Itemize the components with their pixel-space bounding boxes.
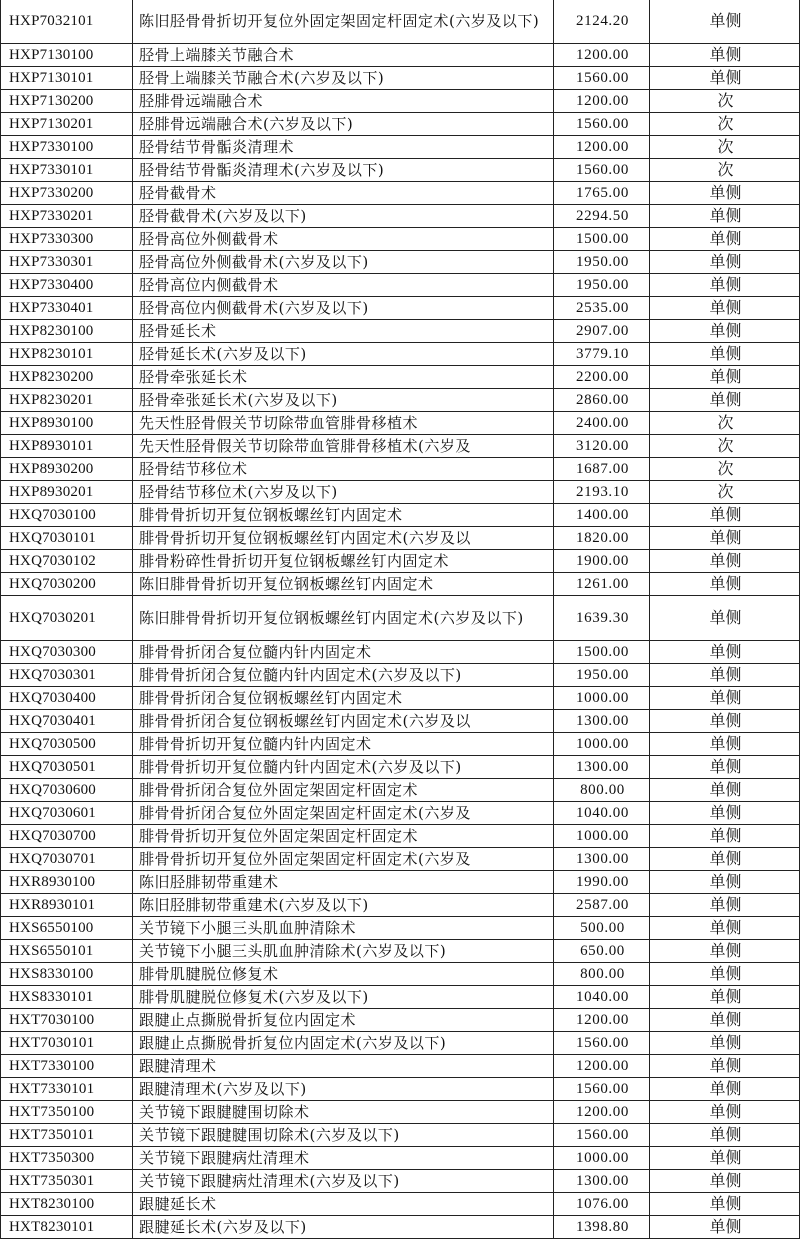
item-name-cell: 腓骨骨折闭合复位外固定架固定杆固定术: [133, 779, 554, 802]
item-unit-cell: 单侧: [650, 1078, 800, 1101]
item-code-cell: HXP8930100: [1, 412, 133, 435]
item-unit-cell: 单侧: [650, 1032, 800, 1055]
table-row: [1, 917, 800, 940]
item-price-cell: 2294.50: [554, 205, 650, 228]
item-price-cell: 1200.00: [554, 1055, 650, 1078]
item-unit-cell: 单侧: [650, 44, 800, 67]
item-name-cell: 跟腱清理术: [133, 1055, 554, 1078]
item-code-cell: HXQ7030300: [1, 641, 133, 664]
item-name-cell: 胫骨上端膝关节融合术: [133, 44, 554, 67]
table-row: [1, 412, 800, 435]
table-row: [1, 779, 800, 802]
item-price-cell: 2535.00: [554, 297, 650, 320]
table-row: [1, 1170, 800, 1193]
table-row: [1, 435, 800, 458]
item-name-cell: 关节镜下跟腱病灶清理术: [133, 1147, 554, 1170]
item-unit-cell: 次: [650, 458, 800, 481]
item-name-cell: 胫骨高位外侧截骨术: [133, 228, 554, 251]
item-name-cell: 腓骨骨折闭合复位髓内针内固定术: [133, 641, 554, 664]
table-row: [1, 44, 800, 67]
item-unit-cell: 单侧: [650, 274, 800, 297]
item-unit-cell: 次: [650, 113, 800, 136]
item-code-cell: HXP7130201: [1, 113, 133, 136]
item-price-cell: 1040.00: [554, 986, 650, 1009]
item-name-cell: 腓骨骨折切开复位钢板螺丝钉内固定术(六岁及以: [133, 527, 554, 550]
item-name-cell: 胫骨结节移位术: [133, 458, 554, 481]
table-row: [1, 320, 800, 343]
item-price-cell: 1560.00: [554, 1078, 650, 1101]
item-unit-cell: 单侧: [650, 251, 800, 274]
table-body: [1, 0, 800, 1239]
item-price-cell: 1000.00: [554, 733, 650, 756]
item-name-cell: 跟腱止点撕脱骨折复位内固定术(六岁及以下): [133, 1032, 554, 1055]
table-row: [1, 664, 800, 687]
item-name-cell: 陈旧胫骨骨折切开复位外固定架固定杆固定术(六岁及以下): [133, 0, 554, 44]
item-code-cell: HXP7330401: [1, 297, 133, 320]
item-name-cell: 腓骨骨折闭合复位钢板螺丝钉内固定术: [133, 687, 554, 710]
item-code-cell: HXT7350101: [1, 1124, 133, 1147]
item-code-cell: HXQ7030600: [1, 779, 133, 802]
item-unit-cell: 单侧: [650, 871, 800, 894]
item-unit-cell: 单侧: [650, 366, 800, 389]
item-name-cell: 跟腱清理术(六岁及以下): [133, 1078, 554, 1101]
item-code-cell: HXS6550101: [1, 940, 133, 963]
table-row: [1, 67, 800, 90]
item-unit-cell: 单侧: [650, 687, 800, 710]
table-row: [1, 366, 800, 389]
table-row: [1, 481, 800, 504]
item-name-cell: 陈旧腓骨骨折切开复位钢板螺丝钉内固定术: [133, 573, 554, 596]
table-row: [1, 458, 800, 481]
item-code-cell: HXP7130101: [1, 67, 133, 90]
table-row: [1, 389, 800, 412]
item-price-cell: 2193.10: [554, 481, 650, 504]
item-unit-cell: 单侧: [650, 963, 800, 986]
item-code-cell: HXQ7030101: [1, 527, 133, 550]
item-price-cell: 1560.00: [554, 1124, 650, 1147]
item-price-cell: 1900.00: [554, 550, 650, 573]
item-name-cell: 胫骨结节骨骺炎清理术: [133, 136, 554, 159]
table-row: [1, 1193, 800, 1216]
item-code-cell: HXQ7030401: [1, 710, 133, 733]
item-price-cell: 1300.00: [554, 1170, 650, 1193]
item-name-cell: 腓骨骨折切开复位钢板螺丝钉内固定术: [133, 504, 554, 527]
item-code-cell: HXP8930101: [1, 435, 133, 458]
item-price-cell: 2587.00: [554, 894, 650, 917]
item-code-cell: HXQ7030200: [1, 573, 133, 596]
table-row: [1, 1101, 800, 1124]
item-unit-cell: 单侧: [650, 802, 800, 825]
item-name-cell: 胫骨截骨术(六岁及以下): [133, 205, 554, 228]
item-code-cell: HXQ7030601: [1, 802, 133, 825]
item-price-cell: 1200.00: [554, 44, 650, 67]
table-row: [1, 756, 800, 779]
item-code-cell: HXQ7030701: [1, 848, 133, 871]
item-unit-cell: 单侧: [650, 504, 800, 527]
item-code-cell: HXP7330200: [1, 182, 133, 205]
table-row: [1, 710, 800, 733]
item-code-cell: HXT7330100: [1, 1055, 133, 1078]
item-price-cell: 3120.00: [554, 435, 650, 458]
item-unit-cell: 单侧: [650, 1009, 800, 1032]
item-code-cell: HXT8230101: [1, 1216, 133, 1239]
item-name-cell: 腓骨骨折切开复位髓内针内固定术(六岁及以下): [133, 756, 554, 779]
item-unit-cell: 单侧: [650, 0, 800, 44]
item-code-cell: HXQ7030400: [1, 687, 133, 710]
item-name-cell: 胫骨牵张延长术: [133, 366, 554, 389]
table-row: [1, 894, 800, 917]
item-price-cell: 800.00: [554, 779, 650, 802]
item-price-cell: 1500.00: [554, 641, 650, 664]
table-row: [1, 1009, 800, 1032]
item-code-cell: HXP8930200: [1, 458, 133, 481]
item-unit-cell: 单侧: [650, 1216, 800, 1239]
item-unit-cell: 单侧: [650, 917, 800, 940]
item-price-cell: 500.00: [554, 917, 650, 940]
item-unit-cell: 单侧: [650, 182, 800, 205]
item-unit-cell: 单侧: [650, 710, 800, 733]
item-name-cell: 陈旧胫腓韧带重建术: [133, 871, 554, 894]
item-name-cell: 陈旧腓骨骨折切开复位钢板螺丝钉内固定术(六岁及以下): [133, 596, 554, 641]
item-code-cell: HXQ7030700: [1, 825, 133, 848]
item-name-cell: 胫骨延长术: [133, 320, 554, 343]
item-name-cell: 先天性胫骨假关节切除带血管腓骨移植术: [133, 412, 554, 435]
item-price-cell: 1400.00: [554, 504, 650, 527]
item-unit-cell: 次: [650, 481, 800, 504]
item-unit-cell: 单侧: [650, 550, 800, 573]
table-row: [1, 641, 800, 664]
item-price-cell: 1300.00: [554, 710, 650, 733]
item-unit-cell: 单侧: [650, 205, 800, 228]
item-price-cell: 1500.00: [554, 228, 650, 251]
item-price-cell: 1820.00: [554, 527, 650, 550]
item-name-cell: 腓骨骨折切开复位髓内针内固定术: [133, 733, 554, 756]
item-unit-cell: 单侧: [650, 940, 800, 963]
item-name-cell: 胫骨结节移位术(六岁及以下): [133, 481, 554, 504]
table-row: [1, 504, 800, 527]
table-row: [1, 251, 800, 274]
item-name-cell: 胫骨结节骨骺炎清理术(六岁及以下): [133, 159, 554, 182]
item-unit-cell: 单侧: [650, 664, 800, 687]
table-row: [1, 1216, 800, 1239]
item-price-cell: 1200.00: [554, 1101, 650, 1124]
item-code-cell: HXP7330400: [1, 274, 133, 297]
item-name-cell: 关节镜下小腿三头肌血肿清除术(六岁及以下): [133, 940, 554, 963]
item-code-cell: HXP8230100: [1, 320, 133, 343]
table-row: [1, 274, 800, 297]
item-code-cell: HXP8230200: [1, 366, 133, 389]
item-price-cell: 1398.80: [554, 1216, 650, 1239]
item-unit-cell: 单侧: [650, 527, 800, 550]
item-unit-cell: 单侧: [650, 320, 800, 343]
item-price-cell: 2124.20: [554, 0, 650, 44]
item-price-cell: 1950.00: [554, 664, 650, 687]
item-price-cell: 1200.00: [554, 90, 650, 113]
item-name-cell: 先天性胫骨假关节切除带血管腓骨移植术(六岁及: [133, 435, 554, 458]
item-price-cell: 2907.00: [554, 320, 650, 343]
item-code-cell: HXT7030100: [1, 1009, 133, 1032]
item-name-cell: 胫骨高位内侧截骨术: [133, 274, 554, 297]
item-code-cell: HXT7330101: [1, 1078, 133, 1101]
item-price-cell: 800.00: [554, 963, 650, 986]
item-name-cell: 关节镜下小腿三头肌血肿清除术: [133, 917, 554, 940]
item-price-cell: 2860.00: [554, 389, 650, 412]
table-row: [1, 550, 800, 573]
item-name-cell: 胫腓骨远端融合术: [133, 90, 554, 113]
item-unit-cell: 单侧: [650, 1170, 800, 1193]
table-row: [1, 596, 800, 641]
table-row: [1, 297, 800, 320]
item-name-cell: 腓骨骨折切开复位外固定架固定杆固定术(六岁及: [133, 848, 554, 871]
item-code-cell: HXQ7030201: [1, 596, 133, 641]
table-row: [1, 963, 800, 986]
item-name-cell: 腓骨肌腱脱位修复术(六岁及以下): [133, 986, 554, 1009]
table-row: [1, 1124, 800, 1147]
item-unit-cell: 单侧: [650, 825, 800, 848]
item-price-cell: 1950.00: [554, 251, 650, 274]
item-price-cell: 1040.00: [554, 802, 650, 825]
item-unit-cell: 次: [650, 90, 800, 113]
table-row: [1, 1078, 800, 1101]
item-name-cell: 腓骨骨折闭合复位外固定架固定杆固定术(六岁及: [133, 802, 554, 825]
item-price-cell: 1639.30: [554, 596, 650, 641]
item-code-cell: HXS8330101: [1, 986, 133, 1009]
item-code-cell: HXT7350300: [1, 1147, 133, 1170]
item-name-cell: 腓骨骨折切开复位外固定架固定杆固定术: [133, 825, 554, 848]
item-unit-cell: 单侧: [650, 596, 800, 641]
item-price-cell: 1990.00: [554, 871, 650, 894]
item-code-cell: HXP7330301: [1, 251, 133, 274]
table-row: [1, 986, 800, 1009]
item-name-cell: 胫骨上端膝关节融合术(六岁及以下): [133, 67, 554, 90]
table-row: [1, 825, 800, 848]
table-row: [1, 182, 800, 205]
item-unit-cell: 单侧: [650, 343, 800, 366]
item-name-cell: 陈旧胫腓韧带重建术(六岁及以下): [133, 894, 554, 917]
table-row: [1, 159, 800, 182]
item-code-cell: HXR8930100: [1, 871, 133, 894]
item-unit-cell: 次: [650, 435, 800, 458]
item-price-cell: 1765.00: [554, 182, 650, 205]
table-row: [1, 1032, 800, 1055]
item-name-cell: 关节镜下跟腱腱围切除术(六岁及以下): [133, 1124, 554, 1147]
item-price-cell: 2200.00: [554, 366, 650, 389]
item-code-cell: HXP7032101: [1, 0, 133, 44]
item-unit-cell: 单侧: [650, 848, 800, 871]
item-unit-cell: 单侧: [650, 1055, 800, 1078]
item-code-cell: HXP7330300: [1, 228, 133, 251]
item-price-cell: 1300.00: [554, 848, 650, 871]
item-price-cell: 1687.00: [554, 458, 650, 481]
item-code-cell: HXQ7030100: [1, 504, 133, 527]
table-row: [1, 113, 800, 136]
item-unit-cell: 单侧: [650, 1124, 800, 1147]
item-code-cell: HXQ7030500: [1, 733, 133, 756]
item-price-cell: 650.00: [554, 940, 650, 963]
table-row: [1, 733, 800, 756]
table-row: [1, 0, 800, 44]
item-price-cell: 1560.00: [554, 1032, 650, 1055]
item-unit-cell: 单侧: [650, 1101, 800, 1124]
item-code-cell: HXP7330101: [1, 159, 133, 182]
item-unit-cell: 单侧: [650, 779, 800, 802]
table-row: [1, 687, 800, 710]
item-price-cell: 1261.00: [554, 573, 650, 596]
item-code-cell: HXP7330100: [1, 136, 133, 159]
item-code-cell: HXP8230101: [1, 343, 133, 366]
item-price-cell: 1560.00: [554, 113, 650, 136]
item-name-cell: 关节镜下跟腱腱围切除术: [133, 1101, 554, 1124]
item-unit-cell: 单侧: [650, 756, 800, 779]
table-row: [1, 205, 800, 228]
item-name-cell: 跟腱延长术: [133, 1193, 554, 1216]
item-name-cell: 胫骨延长术(六岁及以下): [133, 343, 554, 366]
item-price-cell: 1560.00: [554, 67, 650, 90]
item-unit-cell: 次: [650, 136, 800, 159]
item-name-cell: 关节镜下跟腱病灶清理术(六岁及以下): [133, 1170, 554, 1193]
item-name-cell: 腓骨骨折闭合复位髓内针内固定术(六岁及以下): [133, 664, 554, 687]
item-unit-cell: 单侧: [650, 894, 800, 917]
item-name-cell: 腓骨粉碎性骨折切开复位钢板螺丝钉内固定术: [133, 550, 554, 573]
item-unit-cell: 单侧: [650, 986, 800, 1009]
item-code-cell: HXP8930201: [1, 481, 133, 504]
item-unit-cell: 单侧: [650, 228, 800, 251]
item-code-cell: HXQ7030301: [1, 664, 133, 687]
item-price-cell: 1950.00: [554, 274, 650, 297]
item-price-cell: 1560.00: [554, 159, 650, 182]
item-code-cell: HXT7030101: [1, 1032, 133, 1055]
item-code-cell: HXQ7030501: [1, 756, 133, 779]
item-code-cell: HXQ7030102: [1, 550, 133, 573]
item-name-cell: 胫骨高位内侧截骨术(六岁及以下): [133, 297, 554, 320]
item-name-cell: 胫骨牵张延长术(六岁及以下): [133, 389, 554, 412]
item-name-cell: 跟腱止点撕脱骨折复位内固定术: [133, 1009, 554, 1032]
item-code-cell: HXR8930101: [1, 894, 133, 917]
table-row: [1, 90, 800, 113]
table-row: [1, 940, 800, 963]
item-unit-cell: 单侧: [650, 1193, 800, 1216]
item-code-cell: HXP7130200: [1, 90, 133, 113]
item-unit-cell: 单侧: [650, 67, 800, 90]
item-code-cell: HXT8230100: [1, 1193, 133, 1216]
table-row: [1, 228, 800, 251]
item-code-cell: HXP7130100: [1, 44, 133, 67]
item-price-cell: 2400.00: [554, 412, 650, 435]
item-name-cell: 腓骨肌腱脱位修复术: [133, 963, 554, 986]
item-code-cell: HXT7350100: [1, 1101, 133, 1124]
item-unit-cell: 单侧: [650, 389, 800, 412]
item-price-cell: 1000.00: [554, 825, 650, 848]
table-row: [1, 1147, 800, 1170]
item-name-cell: 胫骨截骨术: [133, 182, 554, 205]
item-price-cell: 1076.00: [554, 1193, 650, 1216]
table-row: [1, 527, 800, 550]
item-code-cell: HXS6550100: [1, 917, 133, 940]
table-row: [1, 343, 800, 366]
item-unit-cell: 单侧: [650, 733, 800, 756]
item-unit-cell: 单侧: [650, 297, 800, 320]
table-row: [1, 573, 800, 596]
table-row: [1, 802, 800, 825]
item-unit-cell: 单侧: [650, 641, 800, 664]
item-code-cell: HXP8230201: [1, 389, 133, 412]
item-name-cell: 胫骨高位外侧截骨术(六岁及以下): [133, 251, 554, 274]
item-name-cell: 跟腱延长术(六岁及以下): [133, 1216, 554, 1239]
item-code-cell: HXP7330201: [1, 205, 133, 228]
table-row: [1, 848, 800, 871]
item-price-cell: 1200.00: [554, 136, 650, 159]
item-code-cell: HXS8330100: [1, 963, 133, 986]
item-price-cell: 3779.10: [554, 343, 650, 366]
item-price-cell: 1200.00: [554, 1009, 650, 1032]
item-code-cell: HXT7350301: [1, 1170, 133, 1193]
item-unit-cell: 单侧: [650, 573, 800, 596]
item-unit-cell: 次: [650, 159, 800, 182]
item-unit-cell: 单侧: [650, 1147, 800, 1170]
table-row: [1, 871, 800, 894]
item-price-cell: 1000.00: [554, 1147, 650, 1170]
table-row: [1, 1055, 800, 1078]
item-name-cell: 胫腓骨远端融合术(六岁及以下): [133, 113, 554, 136]
table-row: [1, 136, 800, 159]
item-unit-cell: 次: [650, 412, 800, 435]
item-price-cell: 1000.00: [554, 687, 650, 710]
item-name-cell: 腓骨骨折闭合复位钢板螺丝钉内固定术(六岁及以: [133, 710, 554, 733]
item-price-cell: 1300.00: [554, 756, 650, 779]
